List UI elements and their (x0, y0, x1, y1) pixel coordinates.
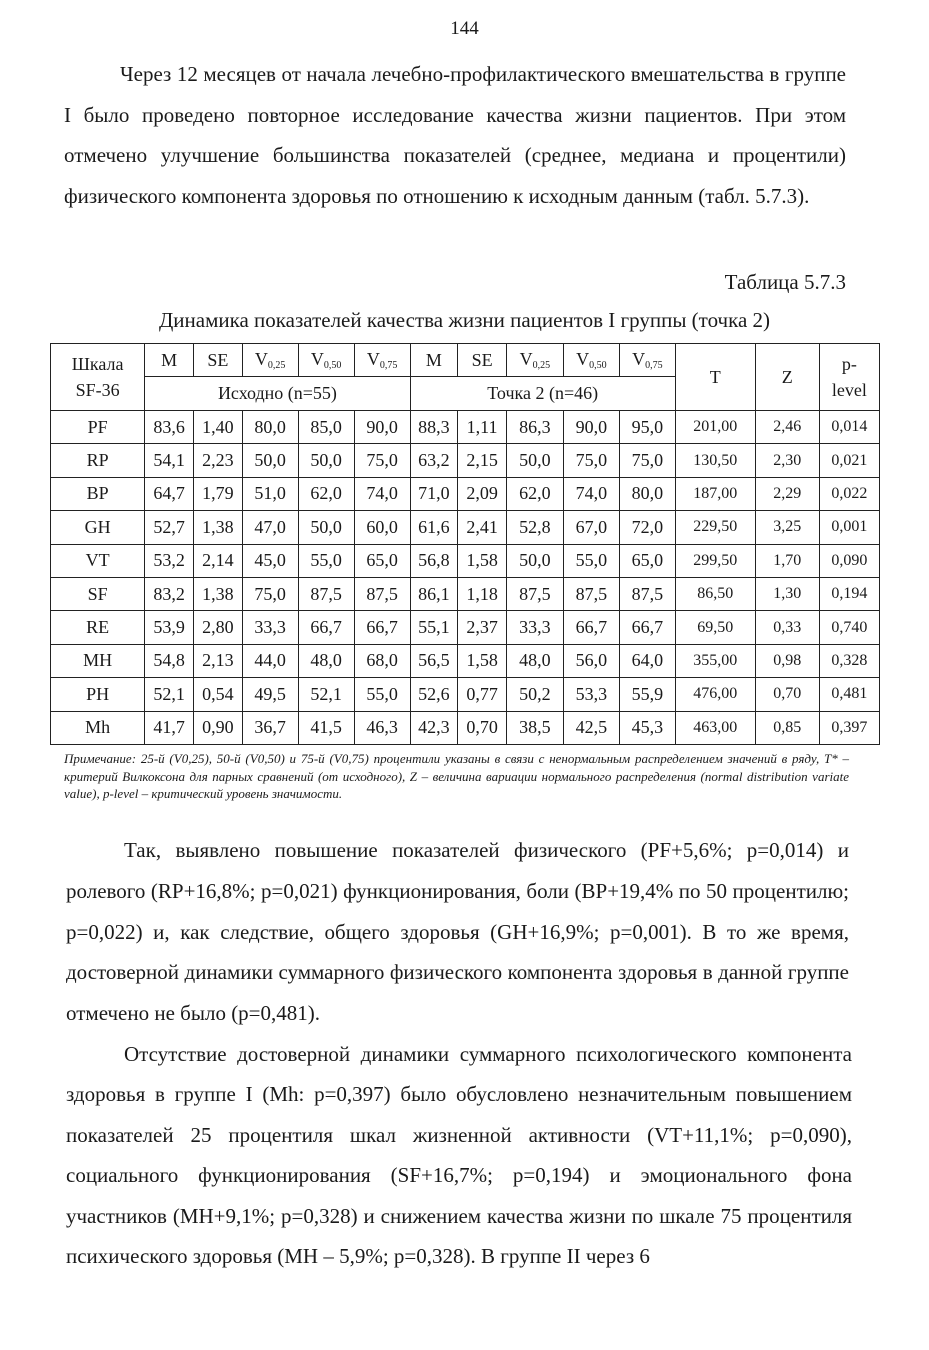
table-cell: 0,481 (819, 678, 879, 711)
table-cell: 74,0 (563, 477, 619, 510)
table-cell: 90,0 (354, 411, 410, 444)
table-cell: 0,90 (194, 711, 243, 744)
table-cell: 38,5 (506, 711, 563, 744)
table-cell: 61,6 (410, 511, 458, 544)
table-row (51, 477, 880, 510)
table-cell: 1,58 (458, 644, 507, 677)
table-row (51, 711, 880, 744)
table-cell: 87,5 (563, 577, 619, 610)
table-cell: 0,021 (819, 444, 879, 477)
table-cell: 1,79 (194, 477, 243, 510)
header-t: T (675, 344, 755, 411)
table-cell: 80,0 (242, 411, 298, 444)
table-cell: 41,5 (298, 711, 354, 744)
table-cell: 56,0 (563, 644, 619, 677)
table-cell: 75,0 (563, 444, 619, 477)
table-cell: 2,13 (194, 644, 243, 677)
table-cell: 52,8 (506, 511, 563, 544)
table-cell: 0,85 (755, 711, 819, 744)
table-cell: 50,0 (298, 511, 354, 544)
table-cell: 2,41 (458, 511, 507, 544)
header-v075-baseline: V0,75 (354, 344, 410, 377)
table-cell: 0,33 (755, 611, 819, 644)
table-cell: 50,2 (506, 678, 563, 711)
table-cell: 53,2 (145, 544, 194, 577)
table-cell: 48,0 (298, 644, 354, 677)
row-scale-cell: RP (51, 444, 145, 477)
table-cell: 54,8 (145, 644, 194, 677)
table-cell: 2,23 (194, 444, 243, 477)
table-cell: 42,5 (563, 711, 619, 744)
table-cell: 75,0 (354, 444, 410, 477)
table-cell: 56,8 (410, 544, 458, 577)
table-cell: 88,3 (410, 411, 458, 444)
table-cell: 55,0 (563, 544, 619, 577)
table-cell: 51,0 (242, 477, 298, 510)
table-cell: 2,46 (755, 411, 819, 444)
table-cell: 0,54 (194, 678, 243, 711)
group-baseline: Исходно (n=55) (145, 377, 410, 411)
table-title: Динамика показателей качества жизни пациентов I группы (точка 2) (158, 308, 771, 332)
table-cell: 36,7 (242, 711, 298, 744)
row-scale-cell: BP (51, 477, 145, 510)
table-cell: 0,77 (458, 678, 507, 711)
paragraph-3: Отсутствие достоверной динамики суммарного психологического компонента здоровья в группе I (Mh: p=0,397) было обусловлено незначительным повышением показателей 25 процентиля шкал жизненной активности (VT+11,1%; p=0,090), социального функционирования (SF+16,7%; p=0,194) и эмоционального фона участников (MH+9,1%; p=0,328) и снижением качества жизни по шкале 75 процентиля психического здоровья (MH – 5,9%; p=0,328). В группе II через 6 (66, 1042, 852, 1269)
table-cell: 187,00 (675, 477, 755, 510)
table-cell: 0,70 (755, 678, 819, 711)
table-cell: 69,50 (675, 611, 755, 644)
table-cell: 52,6 (410, 678, 458, 711)
table-cell: 80,0 (619, 477, 675, 510)
table-cell: 52,1 (145, 678, 194, 711)
header-se-point2: SE (458, 344, 507, 377)
table-cell: 75,0 (619, 444, 675, 477)
table-cell: 476,00 (675, 678, 755, 711)
table-cell: 48,0 (506, 644, 563, 677)
table-cell: 0,98 (755, 644, 819, 677)
header-v075-point2: V0,75 (619, 344, 675, 377)
table-cell: 50,0 (298, 444, 354, 477)
table-cell: 355,00 (675, 644, 755, 677)
table-cell: 2,29 (755, 477, 819, 510)
table-cell: 1,30 (755, 577, 819, 610)
table-note: Примечание: 25-й (V0,25), 50-й (V0,50) и 75-й (V0,75) процентили указаны в связи с ненормальным распределением значений в ряду, T* – критерий Вилкоксона для парных сравнений (от исходного), Z – величина вариации нормального распределения (normal distribution variate value), p-level – критический уровень значимости. (64, 751, 849, 801)
header-m-point2: M (410, 344, 458, 377)
table-cell: 201,00 (675, 411, 755, 444)
table-cell: 75,0 (242, 577, 298, 610)
table-row (51, 411, 880, 444)
table-cell: 1,58 (458, 544, 507, 577)
table-cell: 47,0 (242, 511, 298, 544)
table-cell: 66,7 (354, 611, 410, 644)
table-cell: 55,9 (619, 678, 675, 711)
table-cell: 53,9 (145, 611, 194, 644)
table-cell: 87,5 (619, 577, 675, 610)
table-cell: 130,50 (675, 444, 755, 477)
table-cell: 33,3 (242, 611, 298, 644)
table-cell: 33,3 (506, 611, 563, 644)
table-row (51, 611, 880, 644)
table-cell: 86,50 (675, 577, 755, 610)
table-cell: 2,15 (458, 444, 507, 477)
header-v025-point2: V0,25 (506, 344, 563, 377)
table-cell: 65,0 (619, 544, 675, 577)
table-cell: 55,0 (298, 544, 354, 577)
table-cell: 52,1 (298, 678, 354, 711)
table-cell: 45,0 (242, 544, 298, 577)
table-cell: 54,1 (145, 444, 194, 477)
table-cell: 55,1 (410, 611, 458, 644)
table-row (51, 544, 880, 577)
row-scale-cell: MH (51, 644, 145, 677)
row-scale-cell: Mh (51, 711, 145, 744)
page-number: 144 (450, 18, 479, 39)
table-cell: 50,0 (242, 444, 298, 477)
row-scale-cell: PF (51, 411, 145, 444)
table-cell: 299,50 (675, 544, 755, 577)
header-scale: Шкала SF-36 (51, 344, 145, 411)
table-cell: 67,0 (563, 511, 619, 544)
table-cell: 0,022 (819, 477, 879, 510)
quality-of-life-table (50, 343, 880, 745)
table-cell: 2,14 (194, 544, 243, 577)
table-cell: 53,3 (563, 678, 619, 711)
table-row (51, 678, 880, 711)
table-cell: 0,194 (819, 577, 879, 610)
table-cell: 1,40 (194, 411, 243, 444)
table-cell: 66,7 (298, 611, 354, 644)
table-cell: 56,5 (410, 644, 458, 677)
table-cell: 0,001 (819, 511, 879, 544)
table-cell: 87,5 (298, 577, 354, 610)
row-scale-cell: VT (51, 544, 145, 577)
header-p-level: p-level (819, 344, 879, 411)
row-scale-cell: GH (51, 511, 145, 544)
table-cell: 83,2 (145, 577, 194, 610)
table-cell: 2,37 (458, 611, 507, 644)
table-cell: 64,7 (145, 477, 194, 510)
table-cell: 74,0 (354, 477, 410, 510)
table-cell: 1,11 (458, 411, 507, 444)
header-v025-baseline: V0,25 (242, 344, 298, 377)
table-cell: 2,30 (755, 444, 819, 477)
table-cell: 1,18 (458, 577, 507, 610)
table-cell: 86,3 (506, 411, 563, 444)
table-cell: 68,0 (354, 644, 410, 677)
table-cell: 2,09 (458, 477, 507, 510)
table-cell: 45,3 (619, 711, 675, 744)
table-cell: 62,0 (506, 477, 563, 510)
table-row (51, 577, 880, 610)
table-cell: 1,70 (755, 544, 819, 577)
table-cell: 87,5 (506, 577, 563, 610)
group-point2: Точка 2 (n=46) (410, 377, 675, 411)
table-cell: 44,0 (242, 644, 298, 677)
table-cell: 50,0 (506, 544, 563, 577)
table-cell: 0,328 (819, 644, 879, 677)
table-cell: 60,0 (354, 511, 410, 544)
table-cell: 90,0 (563, 411, 619, 444)
table-cell: 0,70 (458, 711, 507, 744)
row-scale-cell: RE (51, 611, 145, 644)
table-cell: 62,0 (298, 477, 354, 510)
table-cell: 46,3 (354, 711, 410, 744)
row-scale-cell: SF (51, 577, 145, 610)
table-cell: 49,5 (242, 678, 298, 711)
table-cell: 52,7 (145, 511, 194, 544)
table-cell: 0,014 (819, 411, 879, 444)
table-cell: 41,7 (145, 711, 194, 744)
table-row (51, 444, 880, 477)
intro-paragraph: Через 12 месяцев от начала лечебно-профилактического вмешательства в группе I было проведено повторное исследование качества жизни пациентов. При этом отмечено улучшение большинства показателей (среднее, медиана и процентили) физического компонента здоровья по отношению к исходным данным (табл. 5.7.3). (64, 62, 846, 208)
table-cell: 55,0 (354, 678, 410, 711)
table-cell: 50,0 (506, 444, 563, 477)
header-v050-baseline: V0,50 (298, 344, 354, 377)
table-cell: 0,397 (819, 711, 879, 744)
table-cell: 63,2 (410, 444, 458, 477)
table-row (51, 644, 880, 677)
table-cell: 0,740 (819, 611, 879, 644)
table-cell: 66,7 (619, 611, 675, 644)
table-cell: 1,38 (194, 577, 243, 610)
table-cell: 463,00 (675, 711, 755, 744)
table-cell: 3,25 (755, 511, 819, 544)
table-cell: 72,0 (619, 511, 675, 544)
table-cell: 64,0 (619, 644, 675, 677)
table-cell: 85,0 (298, 411, 354, 444)
header-se-baseline: SE (194, 344, 243, 377)
table-header-row (51, 344, 880, 377)
table-cell: 83,6 (145, 411, 194, 444)
table-row (51, 511, 880, 544)
table-cell: 71,0 (410, 477, 458, 510)
table-cell: 86,1 (410, 577, 458, 610)
paragraph-2: Так, выявлено повышение показателей физического (PF+5,6%; p=0,014) и ролевого (RP+16,8%; p=0,021) функционирования, боли (BP+19,4% по 50 процентилю; p=0,022) и, как следствие, общего здоровья (GH+16,9%; p=0,001). В то же время, достоверной динамики суммарного физического компонента здоровья в данной группе отмечено не было (p=0,481). (66, 838, 849, 1026)
header-z: Z (755, 344, 819, 411)
table-cell: 1,38 (194, 511, 243, 544)
table-cell: 229,50 (675, 511, 755, 544)
table-cell: 2,80 (194, 611, 243, 644)
header-v050-point2: V0,50 (563, 344, 619, 377)
table-cell: 95,0 (619, 411, 675, 444)
table-cell: 66,7 (563, 611, 619, 644)
table-cell: 87,5 (354, 577, 410, 610)
row-scale-cell: PH (51, 678, 145, 711)
table-cell: 42,3 (410, 711, 458, 744)
table-cell: 0,090 (819, 544, 879, 577)
header-m-baseline: M (145, 344, 194, 377)
table-cell: 65,0 (354, 544, 410, 577)
table-label: Таблица 5.7.3 (724, 270, 846, 294)
